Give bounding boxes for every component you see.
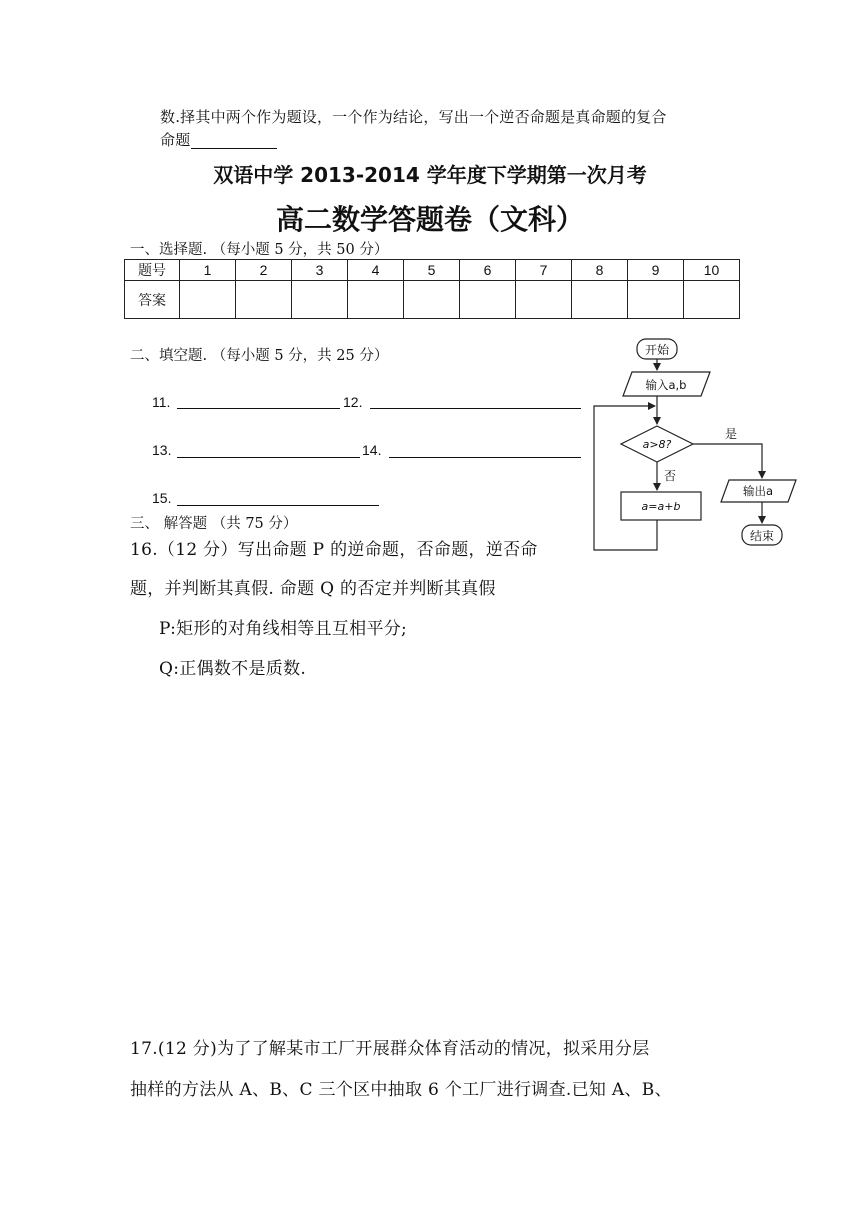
q17-line2: 抽样的方法从 A、B、C 三个区中抽取 6 个工厂进行调查.已知 A、B、	[130, 1080, 672, 1100]
blank-label-12: 12.	[343, 394, 363, 410]
question-number: 9	[628, 260, 684, 281]
top-text-line1: 数.择其中两个作为题设，一个作为结论，写出一个逆否命题是真命题的复合	[160, 108, 667, 126]
question-number: 3	[292, 260, 348, 281]
blank-label-14: 14.	[362, 442, 382, 458]
question-number: 4	[348, 260, 404, 281]
blank-label-13: 13.	[152, 442, 172, 458]
flowchart-process-label: a=a+b	[641, 500, 681, 513]
flowchart-no-label: 否	[664, 469, 677, 483]
section2-heading: 二、填空题. （每小题 5 分，共 25 分）	[130, 348, 389, 364]
question-number: 2	[236, 260, 292, 281]
q16-line1: 16.（12 分）写出命题 P 的逆命题，否命题，逆否命	[130, 540, 538, 560]
q16-proposition-p: P:矩形的对角线相等且互相平分;	[159, 619, 408, 639]
exam-title: 高二数学答题卷（文科）	[275, 203, 584, 236]
question-number: 7	[516, 260, 572, 281]
question-number: 5	[404, 260, 460, 281]
q16-proposition-q: Q:正偶数不是质数.	[159, 659, 307, 679]
section1-heading: 一、选择题. （每小题 5 分，共 50 分）	[130, 242, 389, 258]
blank-label-11: 11.	[152, 394, 171, 410]
question-number: 1	[180, 260, 236, 281]
question-number: 6	[460, 260, 516, 281]
top-text-line2: 命题	[160, 131, 191, 149]
question-number: 8	[572, 260, 628, 281]
flowchart-input-label: 输入a,b	[645, 378, 687, 392]
flowchart-output-label: 输出a	[742, 484, 774, 498]
flowchart-condition-label: a>8?	[642, 438, 672, 451]
blank-label-15: 15.	[152, 490, 172, 506]
flowchart-arrow	[693, 444, 762, 478]
row-label-answer: 答案	[125, 281, 180, 319]
section3-heading: 三、 解答题 （共 75 分）	[130, 516, 298, 532]
flowchart-yes-label: 是	[725, 427, 738, 441]
school-title: 双语中学 2013-2014 学年度下学期第一次月考	[213, 163, 647, 187]
flowchart-loop-arrow	[594, 406, 657, 550]
q17-line1: 17.(12 分)为了了解某市工厂开展群众体育活动的情况，拟采用分层	[130, 1039, 650, 1059]
q16-line2: 题，并判断其真假. 命题 Q 的否定并判断其真假	[130, 579, 496, 599]
question-number: 10	[684, 260, 740, 281]
row-label-number: 题号	[125, 260, 180, 281]
flowchart-end-label: 结束	[749, 529, 775, 543]
flowchart-start-label: 开始	[644, 343, 670, 357]
